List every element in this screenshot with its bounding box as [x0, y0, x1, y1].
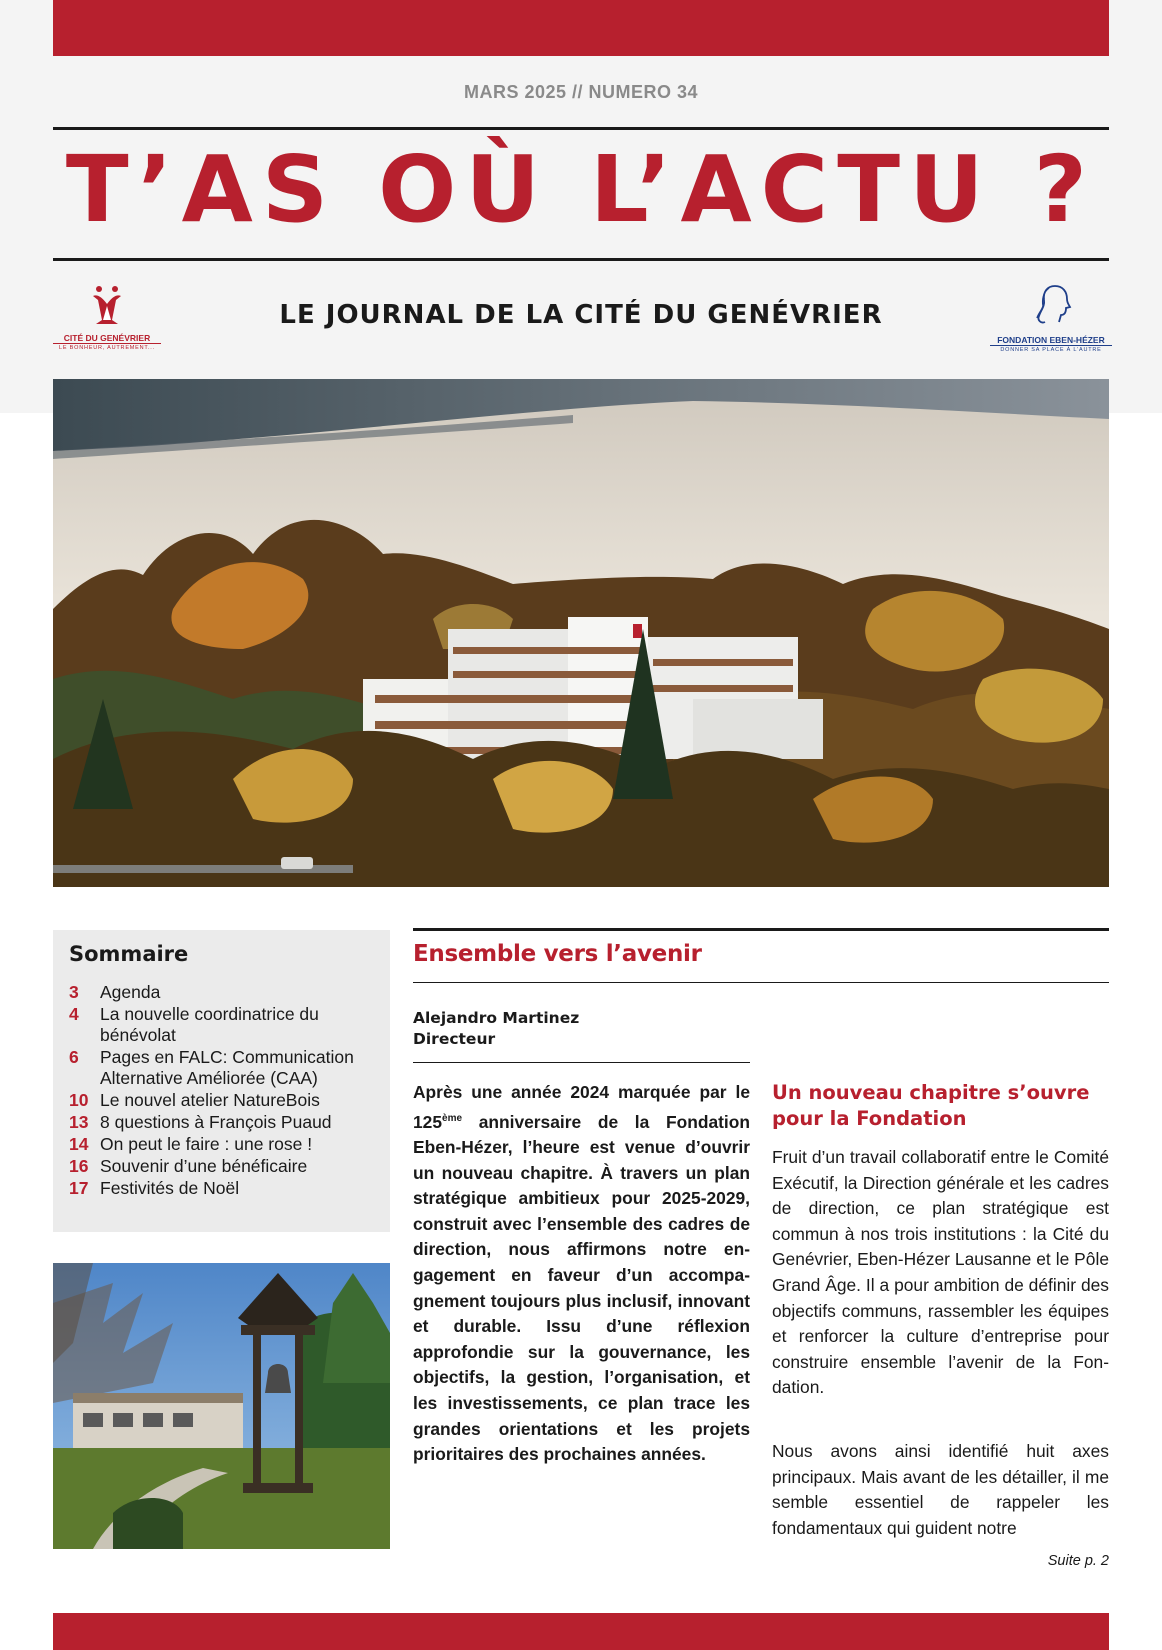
toc-page-number: 16 — [69, 1156, 89, 1176]
toc-label: Le nouvel atelier NatureBois — [100, 1090, 320, 1110]
toc-label: 8 questions à François Puaud — [100, 1112, 332, 1132]
author-name: Alejandro Martinez — [413, 1009, 580, 1027]
hero-photo-building-by-lake — [53, 379, 1109, 887]
masthead-rule-bottom — [53, 258, 1109, 261]
article-rule-top — [413, 928, 1109, 931]
issue-line: MARS 2025 // NUMERO 34 — [463, 82, 699, 102]
toc-page-number: 10 — [69, 1090, 89, 1110]
continued-link[interactable]: Suite p. 2 — [1047, 1553, 1109, 1569]
toc-label: Agenda — [100, 982, 161, 1002]
cite-logo-tagline: LE BONHEUR, AUTREMENT... — [53, 343, 161, 351]
toc-item[interactable] — [69, 1112, 379, 1133]
toc-item[interactable] — [69, 1047, 379, 1089]
toc-label: Pages en FALC: Communication Alternative Améliorée (CAA) — [100, 1047, 354, 1088]
cite-logo-name: CITÉ DU GENÉVRIER — [63, 333, 151, 343]
section-title: Un nouveau chapitre s’ouvre pour la Fondation — [772, 1081, 1090, 1130]
toc-page-number: 3 — [69, 982, 79, 1002]
author-role: Directeur — [413, 1030, 496, 1048]
toc-item[interactable] — [69, 1178, 379, 1199]
toc-item[interactable] — [69, 1004, 379, 1046]
article-rule-under-title — [413, 982, 1109, 983]
toc-label: Festivités de Noël — [100, 1178, 240, 1198]
bottom-red-band — [53, 1613, 1109, 1650]
toc-label: Souvenir d’une bénéficaire — [100, 1156, 308, 1176]
sommaire-box — [53, 930, 390, 1232]
toc-page-number: 13 — [69, 1112, 89, 1132]
toc-item[interactable] — [69, 1156, 379, 1177]
toc-page-number: 17 — [69, 1178, 89, 1198]
author-block — [413, 1008, 579, 1050]
body-paragraph-1: Fruit d’un travail collaboratif entre le Comité Exécutif, la Direction générale et les cadres de direction, ce plan stratégique est commun à nos trois institutions : la Cité du Genévrier, Eben-Hézer Lausanne et le Pôle Grand Âge. Il a pour ambition de définir des objectifs communs, rassembler les équipes et renforcer la culture d’entreprise pour construire ensemble l’avenir de la Fondation. — [772, 1147, 1109, 1398]
masthead-rule-top — [53, 127, 1109, 130]
toc-page-number: 4 — [69, 1004, 79, 1024]
toc-label: La nouvelle coordinatrice du bénévolat — [100, 1004, 319, 1045]
sommaire-list — [69, 982, 379, 1200]
lead-superscript: ème — [442, 1112, 463, 1124]
toc-label: On peut le faire : une rose ! — [100, 1134, 313, 1154]
eben-hezer-logo-name: FONDATION EBEN-HÉZER — [997, 335, 1105, 345]
top-red-band — [53, 0, 1109, 56]
masthead-title: T’AS OÙ L’ACTU ? — [65, 136, 1097, 243]
toc-item[interactable] — [69, 1090, 379, 1111]
body-paragraph-2: Nous avons ainsi identifié huit axes principaux. Mais avant de les détailler, il me semble essentiel de rappeler les fondamentaux qui guident notre — [772, 1441, 1109, 1538]
eben-hezer-logo-tagline: DONNER SA PLACE À L’AUTRE — [990, 345, 1112, 353]
bell-tower-garden-photo — [53, 1263, 390, 1549]
toc-page-number: 14 — [69, 1134, 89, 1154]
article-title: Ensemble vers l’avenir — [413, 941, 702, 967]
journal-subtitle: LE JOURNAL DE LA CITÉ DU GENÉVRIER — [279, 300, 883, 330]
article-lead — [413, 1080, 750, 1468]
lead-text-start: Après une année 2024 marquée par le 125 — [413, 1082, 750, 1132]
lead-text-end: anniversaire de la Fondation Eben-Hézer, l’heure est venue d’ouvrir un nouveau chapitre. À travers un plan stratégique ambitieux pour 2025-2029, construit avec l’ensemble des cadres de direction, nous affirmons notre engagement en faveur d’un accompagnement toujours plus inclusif, innovant et durable. Issu d’une réflexion approfondie sur la gouvernance, les objectifs, la gestion, l’organisation, et les investissements, ce plan trace les grandes orientations et les projets prioritaires des prochaines années. — [413, 1111, 750, 1465]
toc-page-number: 6 — [69, 1047, 79, 1067]
sommaire-title: Sommaire — [69, 942, 189, 966]
author-rule — [413, 1062, 750, 1063]
toc-item[interactable] — [69, 982, 379, 1003]
toc-item[interactable] — [69, 1134, 379, 1155]
